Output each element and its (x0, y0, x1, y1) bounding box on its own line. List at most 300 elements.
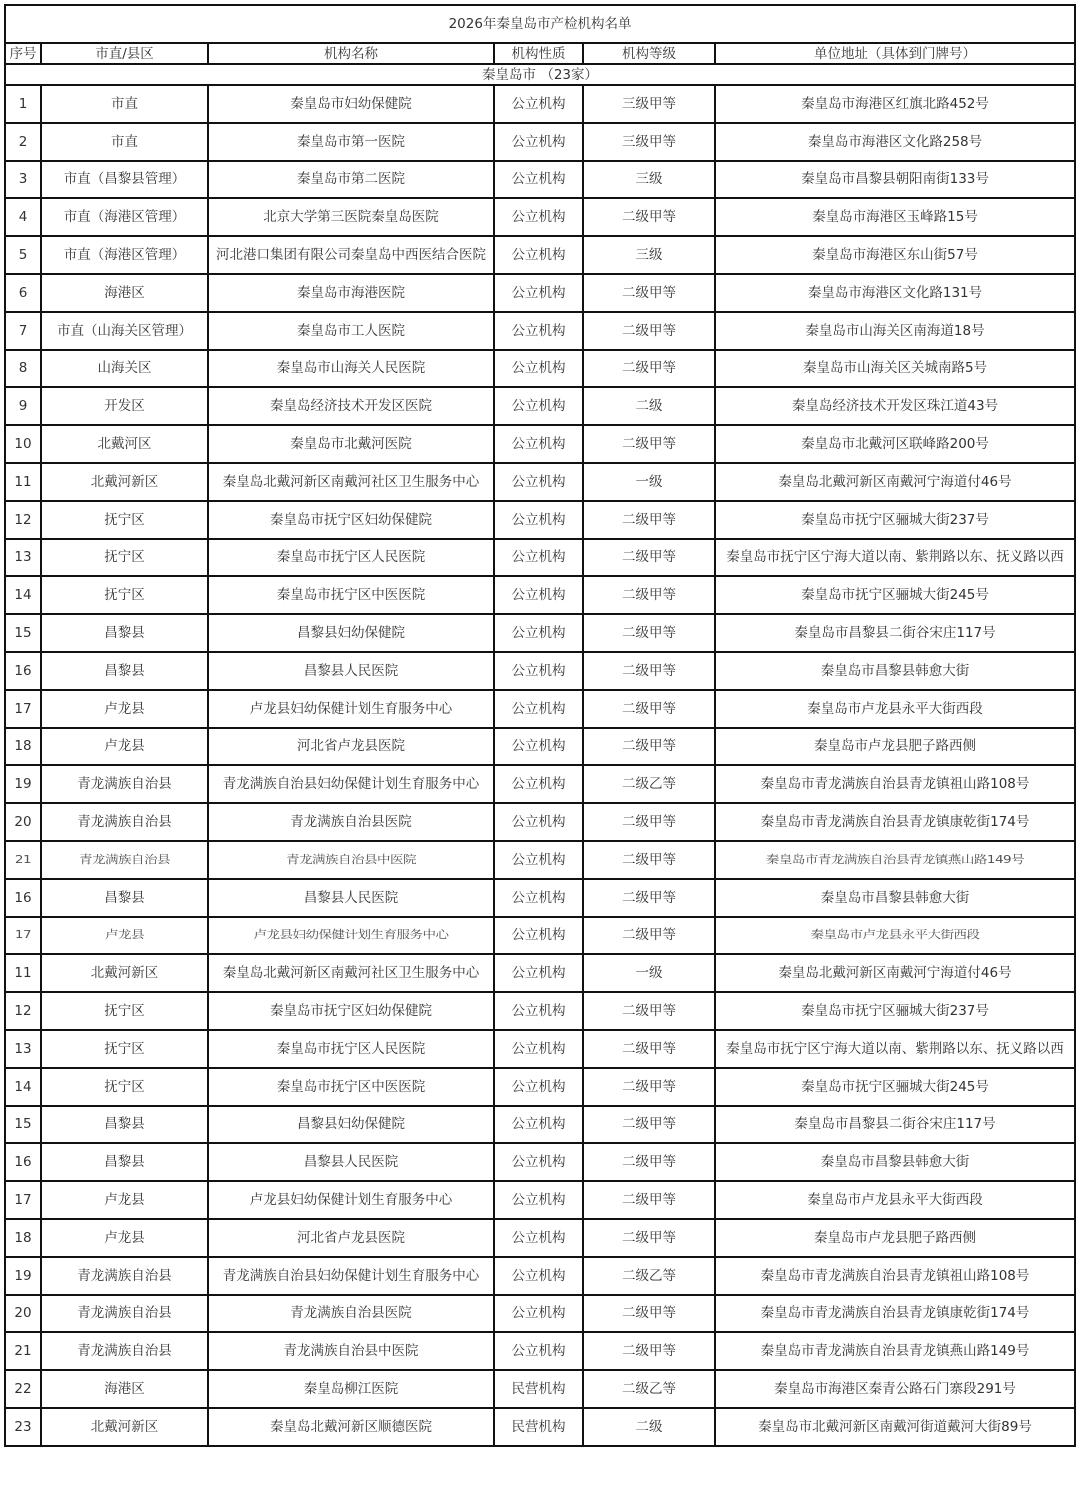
cell-type-text: 公立机构 (511, 1267, 566, 1284)
cell-type-text: 公立机构 (511, 284, 566, 301)
cell-district-text: 北戴河新区 (90, 1418, 159, 1435)
cell-district-text: 昌黎县 (104, 625, 145, 642)
cell-name-text: 北京大学第三医院秦皇岛医院 (263, 209, 439, 226)
cell-level-text: 二级甲等 (622, 1343, 676, 1360)
cell-name (208, 879, 494, 917)
cell-name (208, 1370, 494, 1408)
cell-district (41, 1408, 208, 1446)
cell-index (5, 728, 41, 766)
table-row (5, 425, 1075, 463)
table-row (5, 198, 1075, 236)
cell-type (494, 614, 583, 652)
cell-level-text: 一级 (635, 473, 663, 490)
cell-index-text: 12 (14, 1003, 32, 1020)
cell-district-text: 卢龙县 (104, 738, 145, 755)
table-row (5, 312, 1075, 350)
cell-name (208, 463, 494, 501)
cell-level (583, 387, 715, 425)
cell-index-text: 15 (14, 625, 32, 642)
cell-district (41, 917, 208, 955)
cell-index-text: 17 (14, 700, 32, 717)
cell-district-text: 海港区 (104, 1380, 145, 1397)
cell-district (41, 954, 208, 992)
cell-index (5, 614, 41, 652)
cell-name (208, 387, 494, 425)
cell-type-text: 公立机构 (511, 776, 566, 793)
cell-name-text: 昌黎县人民医院 (303, 662, 399, 679)
cell-index-text: 16 (14, 1154, 32, 1171)
cell-district (41, 161, 208, 199)
table-row (5, 1295, 1075, 1333)
cell-district-text: 青龙满族自治县 (77, 776, 172, 793)
cell-level (583, 1143, 715, 1181)
cell-address (715, 1295, 1075, 1333)
cell-name-text: 秦皇岛北戴河新区顺德医院 (270, 1418, 432, 1435)
cell-type (494, 312, 583, 350)
cell-level-text: 二级甲等 (622, 549, 676, 566)
cell-index (5, 1370, 41, 1408)
cell-level-text: 二级甲等 (622, 851, 676, 868)
cell-index (5, 841, 41, 879)
cell-name (208, 1295, 494, 1333)
cell-index (5, 992, 41, 1030)
cell-level (583, 841, 715, 879)
cell-level (583, 274, 715, 312)
cell-address-text: 秦皇岛市海港区红旗北路452号 (801, 95, 989, 112)
cell-level (583, 765, 715, 803)
cell-district (41, 728, 208, 766)
cell-name-text: 昌黎县人民医院 (303, 889, 399, 906)
cell-address (715, 765, 1075, 803)
cell-index-text: 3 (18, 171, 28, 188)
cell-name-text: 河北省卢龙县医院 (297, 738, 405, 755)
cell-index (5, 652, 41, 690)
cell-name (208, 690, 494, 728)
cell-level-text: 二级甲等 (622, 814, 676, 831)
cell-district-text: 青龙满族自治县 (77, 1267, 172, 1284)
cell-name-text: 秦皇岛市抚宁区中医医院 (276, 1078, 426, 1095)
cell-name (208, 614, 494, 652)
table-row (5, 350, 1075, 388)
cell-level (583, 236, 715, 274)
cell-level-text: 二级甲等 (622, 436, 676, 453)
cell-address (715, 879, 1075, 917)
cell-address-text: 秦皇岛市青龙满族自治县青龙镇燕山路149号 (760, 1343, 1030, 1360)
cell-address (715, 1332, 1075, 1370)
cell-address-text: 秦皇岛市海港区文化路258号 (807, 133, 983, 150)
cell-district (41, 1143, 208, 1181)
cell-address (715, 690, 1075, 728)
cell-index-text: 11 (14, 473, 32, 490)
cell-address (715, 539, 1075, 577)
cell-level-text: 二级甲等 (622, 1305, 676, 1322)
cell-address (715, 1030, 1075, 1068)
table-row (5, 690, 1075, 728)
cell-name-text: 昌黎县妇幼保健院 (297, 625, 405, 642)
cell-name (208, 1030, 494, 1068)
cell-address (715, 614, 1075, 652)
cell-district (41, 690, 208, 728)
cell-type-text: 公立机构 (511, 851, 566, 868)
cell-name-text: 昌黎县妇幼保健院 (297, 1116, 405, 1133)
cell-level-text: 二级甲等 (622, 625, 676, 642)
cell-level (583, 1106, 715, 1144)
cell-district-text: 青龙满族自治县 (77, 1343, 172, 1360)
cell-address (715, 1106, 1075, 1144)
cell-index (5, 917, 41, 955)
table-row (5, 123, 1075, 161)
table-row (5, 954, 1075, 992)
cell-index (5, 954, 41, 992)
cell-name-text: 昌黎县人民医院 (303, 1154, 399, 1171)
cell-district-text: 昌黎县 (104, 889, 145, 906)
cell-type-text: 民营机构 (511, 1418, 566, 1435)
cell-district (41, 123, 208, 161)
cell-district (41, 992, 208, 1030)
cell-name (208, 350, 494, 388)
cell-name-text: 秦皇岛市抚宁区人民医院 (276, 549, 426, 566)
cell-district (41, 312, 208, 350)
cell-name (208, 425, 494, 463)
cell-index (5, 576, 41, 614)
cell-name-text: 卢龙县妇幼保健计划生育服务中心 (249, 1192, 453, 1208)
cell-type (494, 652, 583, 690)
cell-district (41, 1295, 208, 1333)
table-row (5, 879, 1075, 917)
header-index: 序号 (5, 43, 41, 64)
header-district: 市直/县区 (41, 43, 208, 64)
header-row (5, 43, 1075, 64)
cell-index (5, 425, 41, 463)
cell-name-text: 卢龙县妇幼保健计划生育服务中心 (249, 700, 453, 717)
cell-district-text: 青龙满族自治县 (77, 1305, 172, 1322)
cell-address-text: 秦皇岛市卢龙县肥子路西侧 (814, 1229, 977, 1246)
cell-level-text: 二级乙等 (622, 1380, 676, 1397)
cell-name-text: 河北港口集团有限公司秦皇岛中西医结合医院 (216, 247, 486, 264)
cell-name (208, 198, 494, 236)
cell-district-text: 开发区 (104, 398, 145, 415)
cell-type-text: 公立机构 (511, 322, 566, 339)
cell-type-text: 公立机构 (511, 133, 566, 150)
cell-type (494, 765, 583, 803)
cell-address-text: 秦皇岛市海港区玉峰路15号 (812, 209, 978, 226)
cell-index-text: 22 (14, 1380, 32, 1397)
cell-level (583, 1219, 715, 1257)
cell-district (41, 501, 208, 539)
cell-name-text: 秦皇岛市抚宁区妇幼保健院 (270, 1003, 432, 1020)
table-row (5, 539, 1075, 577)
cell-name-text: 青龙满族自治县医院 (290, 814, 412, 831)
cell-address (715, 1257, 1075, 1295)
table-row (5, 614, 1075, 652)
cell-level-text: 二级 (635, 398, 663, 415)
cell-index (5, 1030, 41, 1068)
cell-index-text: 20 (14, 814, 32, 831)
cell-index (5, 1257, 41, 1295)
cell-district-text: 山海关区 (97, 360, 152, 377)
cell-level (583, 123, 715, 161)
section-label: 秦皇岛市 （23家） (5, 64, 1075, 85)
cell-index (5, 312, 41, 350)
cell-level-text: 二级甲等 (622, 738, 676, 755)
cell-address (715, 1219, 1075, 1257)
header-name: 机构名称 (208, 43, 494, 64)
cell-name (208, 1181, 494, 1219)
cell-index (5, 274, 41, 312)
cell-district (41, 841, 208, 879)
cell-type-text: 公立机构 (511, 927, 566, 944)
cell-name (208, 274, 494, 312)
cell-index-text: 16 (14, 889, 32, 906)
cell-index (5, 161, 41, 199)
cell-type-text: 公立机构 (511, 436, 566, 453)
cell-index-text: 14 (14, 587, 32, 604)
cell-district (41, 425, 208, 463)
cell-district-text: 卢龙县 (104, 700, 145, 717)
cell-level (583, 614, 715, 652)
cell-type (494, 1257, 583, 1295)
cell-level (583, 1257, 715, 1295)
cell-index-text: 14 (14, 1078, 32, 1095)
cell-index (5, 1408, 41, 1446)
table-row (5, 1143, 1075, 1181)
cell-name (208, 161, 494, 199)
cell-name-text: 秦皇岛市工人医院 (297, 322, 405, 339)
cell-district (41, 879, 208, 917)
table-row (5, 387, 1075, 425)
cell-type-text: 公立机构 (511, 738, 566, 755)
cell-type (494, 576, 583, 614)
table-row (5, 992, 1075, 1030)
cell-level (583, 1068, 715, 1106)
cell-address-text: 秦皇岛市海港区秦青公路石门寨段291号 (774, 1380, 1016, 1397)
cell-index-text: 18 (14, 738, 32, 755)
cell-index-text: 19 (14, 1267, 32, 1284)
cell-address-text: 秦皇岛市山海关区关城南路5号 (802, 360, 988, 377)
institution-table (4, 4, 1076, 1447)
cell-type (494, 539, 583, 577)
cell-type-text: 公立机构 (511, 965, 566, 982)
cell-name (208, 1408, 494, 1446)
cell-level (583, 690, 715, 728)
cell-district (41, 387, 208, 425)
cell-index-text: 1 (18, 95, 28, 112)
table-row (5, 1181, 1075, 1219)
cell-name (208, 1257, 494, 1295)
cell-level-text: 三级 (635, 247, 663, 264)
cell-district (41, 274, 208, 312)
cell-address-text: 秦皇岛市海港区东山街57号 (812, 247, 978, 264)
cell-address-text: 秦皇岛市抚宁区骊城大街237号 (801, 511, 989, 528)
cell-address-text: 秦皇岛市海港区文化路131号 (807, 284, 983, 301)
cell-level (583, 917, 715, 955)
cell-name (208, 1143, 494, 1181)
cell-address-text: 秦皇岛市卢龙县永平大街西段 (807, 1192, 983, 1208)
cell-level (583, 312, 715, 350)
cell-district-text: 青龙满族自治县 (79, 853, 170, 867)
cell-address-text: 秦皇岛市青龙满族自治县青龙镇燕山路149号 (765, 853, 1025, 867)
cell-district-text: 抚宁区 (104, 587, 145, 604)
cell-index (5, 236, 41, 274)
cell-index (5, 1219, 41, 1257)
cell-type (494, 841, 583, 879)
cell-type (494, 1408, 583, 1446)
cell-address-text: 秦皇岛市抚宁区骊城大街237号 (801, 1003, 989, 1020)
cell-type-text: 公立机构 (511, 549, 566, 566)
cell-district (41, 614, 208, 652)
cell-index-text: 18 (14, 1229, 32, 1246)
cell-level (583, 803, 715, 841)
cell-address-text: 秦皇岛经济技术开发区珠江道43号 (791, 398, 999, 415)
cell-type (494, 501, 583, 539)
cell-name-text: 秦皇岛市北戴河医院 (290, 436, 412, 453)
cell-district-text: 青龙满族自治县 (77, 814, 172, 831)
cell-type (494, 1219, 583, 1257)
cell-level-text: 二级甲等 (622, 1192, 676, 1208)
cell-name (208, 803, 494, 841)
cell-index (5, 1181, 41, 1219)
cell-district (41, 1068, 208, 1106)
cell-name (208, 236, 494, 274)
cell-level (583, 539, 715, 577)
cell-address-text: 秦皇岛市青龙满族自治县青龙镇祖山路108号 (760, 1267, 1030, 1284)
cell-district-text: 昌黎县 (104, 1154, 145, 1171)
cell-name (208, 765, 494, 803)
table-row (5, 85, 1075, 123)
cell-address-text: 秦皇岛市卢龙县永平大街西段 (807, 700, 983, 717)
cell-address (715, 312, 1075, 350)
cell-name (208, 652, 494, 690)
cell-index-text: 10 (14, 436, 32, 453)
cell-district-text: 卢龙县 (105, 929, 144, 942)
cell-type-text: 公立机构 (511, 662, 566, 679)
cell-index (5, 1143, 41, 1181)
cell-district (41, 1030, 208, 1068)
cell-district-text: 抚宁区 (104, 549, 145, 566)
cell-type (494, 198, 583, 236)
cell-type-text: 公立机构 (511, 814, 566, 831)
cell-level-text: 二级甲等 (622, 1154, 676, 1171)
cell-type (494, 1030, 583, 1068)
table-row (5, 1219, 1075, 1257)
cell-district-text: 抚宁区 (104, 1003, 145, 1020)
cell-level-text: 二级甲等 (622, 662, 676, 679)
cell-district (41, 1332, 208, 1370)
table-row (5, 652, 1075, 690)
cell-type-text: 公立机构 (511, 1116, 566, 1133)
cell-district (41, 803, 208, 841)
cell-type-text: 公立机构 (511, 625, 566, 642)
cell-index (5, 85, 41, 123)
cell-type-text: 公立机构 (511, 1040, 566, 1057)
cell-address (715, 387, 1075, 425)
cell-district-text: 市直（海港区管理） (63, 209, 186, 226)
cell-index (5, 803, 41, 841)
table-row (5, 1030, 1075, 1068)
cell-type-text: 公立机构 (511, 95, 566, 112)
cell-index-text: 17 (14, 929, 32, 942)
cell-index (5, 1332, 41, 1370)
cell-index (5, 1295, 41, 1333)
cell-type-text: 公立机构 (511, 1078, 566, 1095)
cell-type (494, 161, 583, 199)
table-row (5, 803, 1075, 841)
cell-index (5, 501, 41, 539)
cell-address (715, 1181, 1075, 1219)
cell-address-text: 秦皇岛市北戴河区联峰路200号 (801, 436, 989, 453)
cell-type-text: 公立机构 (511, 1343, 566, 1360)
cell-address (715, 123, 1075, 161)
cell-address (715, 236, 1075, 274)
cell-type-text: 公立机构 (511, 1192, 566, 1208)
cell-name (208, 312, 494, 350)
cell-address (715, 274, 1075, 312)
cell-type (494, 350, 583, 388)
cell-type (494, 236, 583, 274)
cell-district-text: 市直（海港区管理） (63, 247, 186, 264)
cell-index-text: 11 (14, 965, 32, 982)
cell-type-text: 公立机构 (511, 1003, 566, 1020)
cell-name-text: 秦皇岛市抚宁区中医医院 (276, 587, 426, 604)
cell-level-text: 二级甲等 (622, 284, 676, 301)
cell-district-text: 昌黎县 (104, 662, 145, 679)
cell-index-text: 2 (18, 133, 28, 150)
cell-name (208, 539, 494, 577)
cell-district (41, 765, 208, 803)
cell-index-text: 16 (14, 662, 32, 679)
cell-index (5, 123, 41, 161)
cell-address (715, 425, 1075, 463)
cell-address-text: 秦皇岛北戴河新区南戴河宁海道付46号 (778, 473, 1012, 490)
cell-address (715, 85, 1075, 123)
cell-address-text: 秦皇岛市山海关区南海道18号 (805, 322, 985, 339)
cell-level-text: 二级甲等 (622, 700, 676, 717)
cell-type-text: 公立机构 (511, 700, 566, 717)
cell-district-text: 抚宁区 (104, 511, 145, 528)
cell-index (5, 879, 41, 917)
cell-district (41, 652, 208, 690)
table-row (5, 765, 1075, 803)
cell-level (583, 954, 715, 992)
cell-level-text: 二级甲等 (622, 1229, 676, 1246)
cell-address (715, 803, 1075, 841)
cell-type (494, 690, 583, 728)
cell-district-text: 北戴河新区 (90, 965, 159, 982)
cell-name-text: 秦皇岛市第二医院 (297, 171, 405, 188)
cell-name-text: 秦皇岛市抚宁区妇幼保健院 (270, 511, 432, 528)
cell-level-text: 三级甲等 (622, 95, 676, 112)
cell-name (208, 728, 494, 766)
cell-type-text: 公立机构 (511, 473, 566, 490)
cell-address-text: 秦皇岛市昌黎县韩愈大街 (820, 1154, 970, 1171)
cell-type (494, 1106, 583, 1144)
table-row (5, 1106, 1075, 1144)
cell-address (715, 992, 1075, 1030)
cell-type (494, 1295, 583, 1333)
cell-index (5, 350, 41, 388)
cell-level-text: 二级 (635, 1418, 663, 1435)
table-row (5, 728, 1075, 766)
cell-address (715, 198, 1075, 236)
cell-district (41, 1370, 208, 1408)
cell-address-text: 秦皇岛市青龙满族自治县青龙镇祖山路108号 (760, 776, 1030, 793)
cell-address-text: 秦皇岛市抚宁区宁海大道以南、紫荆路以东、抚义路以西 (726, 549, 1064, 566)
cell-name-text: 秦皇岛市第一医院 (297, 133, 405, 150)
cell-type (494, 274, 583, 312)
cell-district (41, 1106, 208, 1144)
cell-district (41, 198, 208, 236)
table-row (5, 1257, 1075, 1295)
